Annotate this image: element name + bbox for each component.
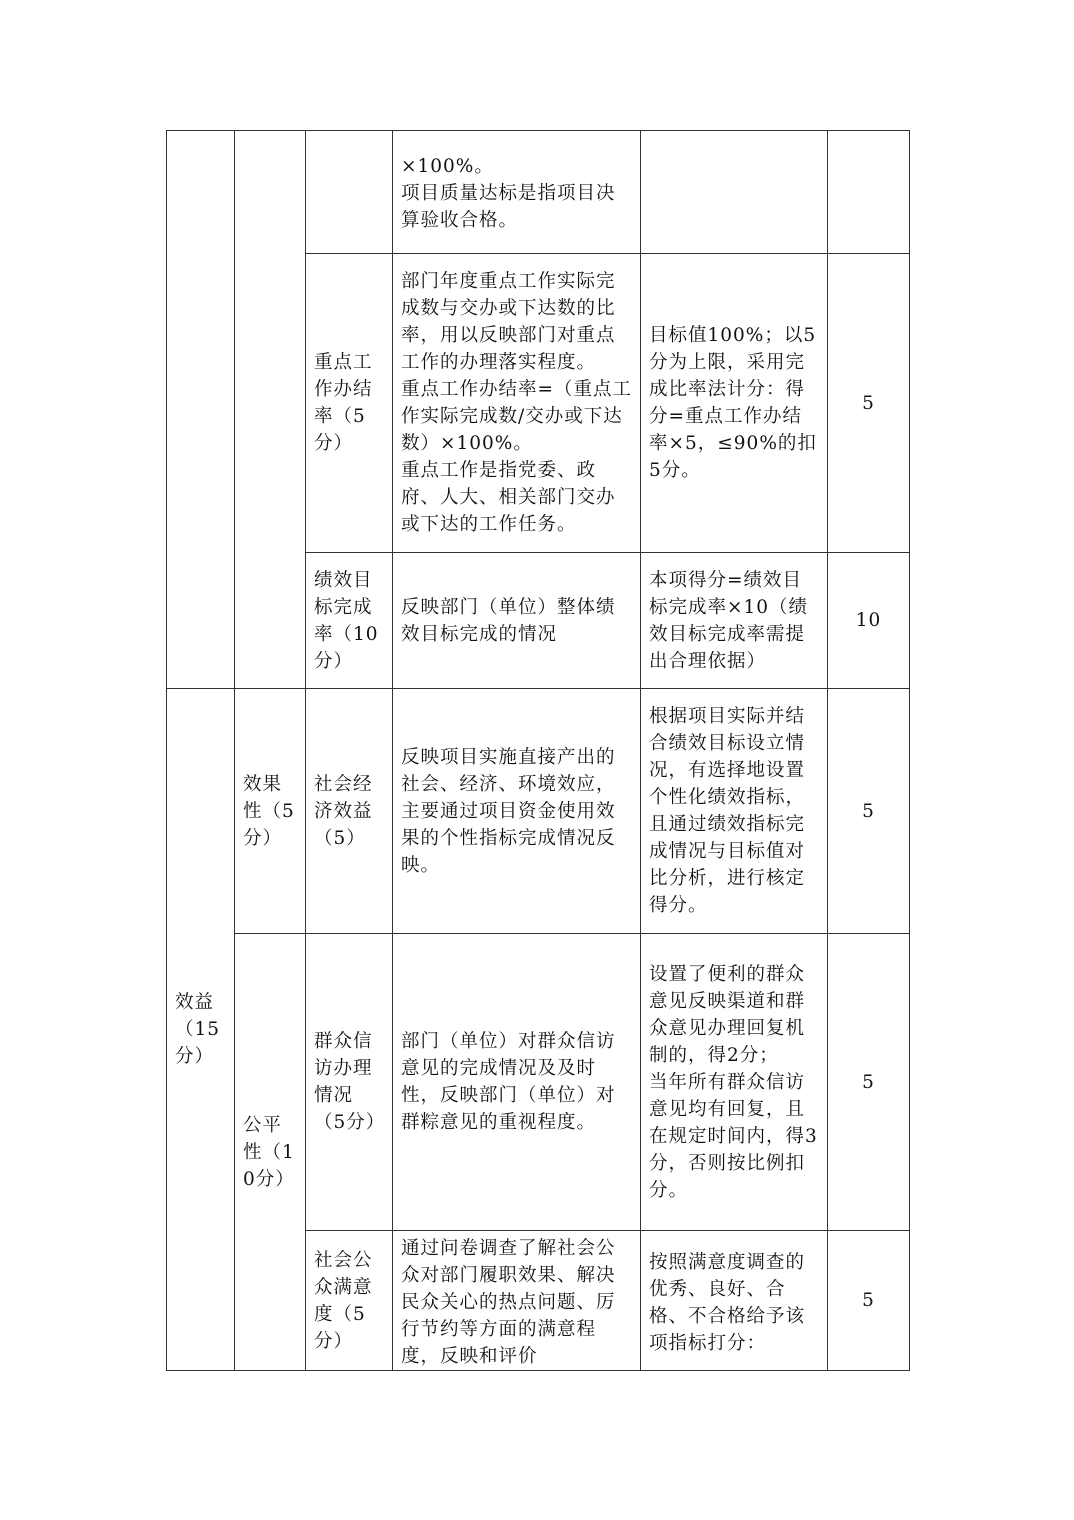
criteria-cell: 目标值100%；以5分为上限，采用完成比率法计分：得分=重点工作办结率×5，≤90%的扣5分。 bbox=[641, 254, 828, 553]
explanation-cell: 反映部门（单位）整体绩效目标完成的情况 bbox=[393, 553, 641, 689]
criteria-cell: 根据项目实际并结合绩效目标设立情况，有选择地设置个性化绩效指标，且通过绩效指标完成情况与目标值对比分析，进行核定得分。 bbox=[641, 689, 828, 934]
score-cell bbox=[828, 131, 910, 254]
table-row bbox=[167, 689, 910, 934]
score-cell: 5 bbox=[828, 254, 910, 553]
level2-cell-empty bbox=[235, 131, 306, 689]
criteria-cell: 设置了便利的群众意见反映渠道和群众意见办理回复机制的，得2分； 当年所有群众信访意见均有回复，且在规定时间内，得3分，否则按比例扣分。 bbox=[641, 934, 828, 1231]
explanation-cell: ×100%。 项目质量达标是指项目决算验收合格。 bbox=[393, 131, 641, 254]
indicator-cell: 重点工作办结率（5分） bbox=[306, 254, 393, 553]
score-cell: 5 bbox=[828, 1231, 910, 1371]
indicator-cell: 群众信访办理情况（5分） bbox=[306, 934, 393, 1231]
indicator-cell: 社会经济效益（5） bbox=[306, 689, 393, 934]
table-row bbox=[167, 131, 910, 254]
level2-cell: 效果性（5分） bbox=[235, 689, 306, 934]
explanation-cell: 通过问卷调查了解社会公众对部门履职效果、解决民众关心的热点问题、厉行节约等方面的满意程度，反映和评价 bbox=[393, 1231, 641, 1371]
criteria-cell: 按照满意度调查的优秀、良好、合格、不合格给予该项指标打分： bbox=[641, 1231, 828, 1371]
explanation-cell: 部门年度重点工作实际完成数与交办或下达数的比率，用以反映部门对重点工作的办理落实程度。 重点工作办结率=（重点工作实际完成数/交办或下达数）×100%。 重点工作是指党委、政府、人大、相关部门交办或下达的工作任务。 bbox=[393, 254, 641, 553]
explanation-cell: 部门（单位）对群众信访意见的完成情况及及时性，反映部门（单位）对群粽意见的重视程度。 bbox=[393, 934, 641, 1231]
indicator-cell-empty bbox=[306, 131, 393, 254]
table-row bbox=[167, 934, 910, 1231]
explanation-cell: 反映项目实施直接产出的社会、经济、环境效应，主要通过项目资金使用效果的个性指标完成情况反映。 bbox=[393, 689, 641, 934]
level2-cell: 公平性（10分） bbox=[235, 934, 306, 1371]
score-cell: 5 bbox=[828, 689, 910, 934]
level1-cell: 效益（15分） bbox=[167, 689, 235, 1371]
score-cell: 5 bbox=[828, 934, 910, 1231]
evaluation-table bbox=[166, 130, 910, 1371]
criteria-cell: 本项得分=绩效目标完成率×10（绩效目标完成率需提出合理依据） bbox=[641, 553, 828, 689]
level1-cell-empty bbox=[167, 131, 235, 689]
indicator-cell: 绩效目标完成率（10分） bbox=[306, 553, 393, 689]
indicator-cell: 社会公众满意度（5分） bbox=[306, 1231, 393, 1371]
score-cell: 10 bbox=[828, 553, 910, 689]
criteria-cell bbox=[641, 131, 828, 254]
